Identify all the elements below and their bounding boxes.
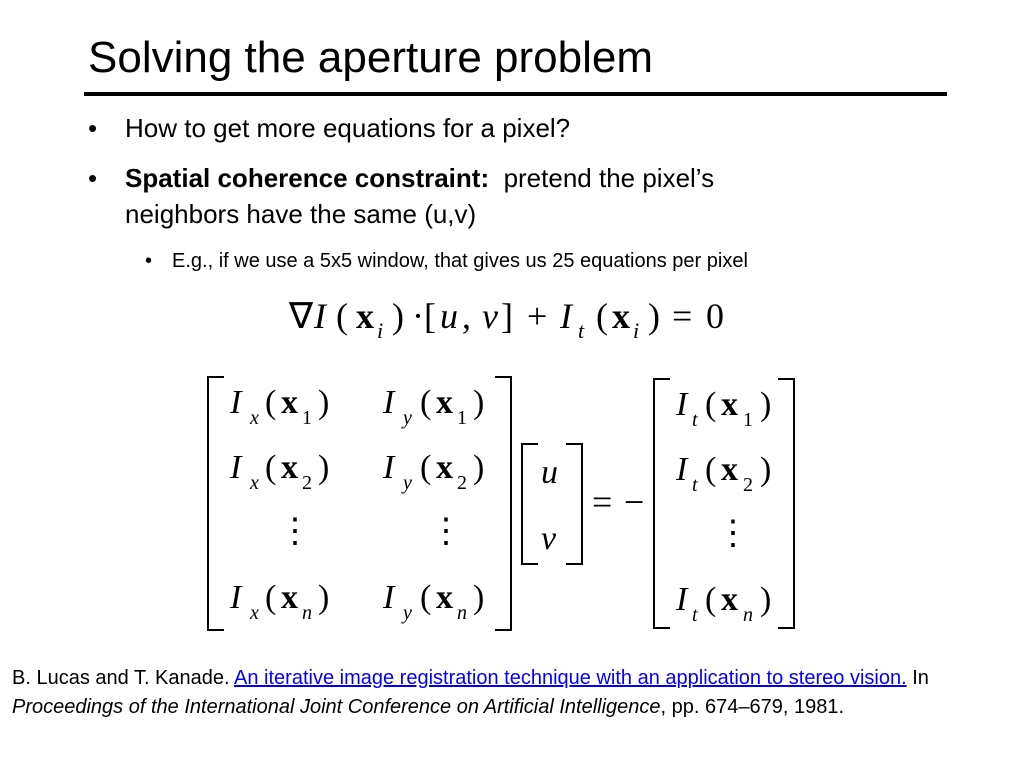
it-r2-rp: )	[760, 451, 772, 488]
it-r1-rp: )	[760, 386, 772, 423]
matrix-equals: =	[592, 482, 613, 522]
eq1-rbracket: ]	[501, 296, 513, 336]
m-rnc2-I: I	[383, 579, 395, 616]
it-rn-idx: n	[743, 604, 753, 626]
it-rn-x: x	[721, 581, 738, 618]
it-r2-sub: t	[692, 474, 698, 496]
m-r2c2-idx: 2	[457, 472, 467, 494]
eq1-u: u	[440, 296, 458, 336]
citation-authors: B. Lucas and T. Kanade.	[12, 667, 230, 689]
m-rnc2-sub: y	[403, 602, 412, 624]
it-rn-rp: )	[760, 581, 772, 618]
m-r2c2-I: I	[383, 449, 395, 486]
citation-venue: Proceedings of the International Joint Conference on Artificial Intelligence	[12, 696, 661, 718]
m-r1c1-I: I	[230, 384, 242, 421]
m-rnc1-idx: n	[302, 602, 312, 624]
uv-vector	[522, 444, 582, 564]
m-rnc2-idx: n	[457, 602, 467, 624]
eq1-rparen2: )	[648, 296, 660, 336]
m-r2c1-I: I	[230, 449, 242, 486]
bullet-2-line2: neighbors have the same (u,v)	[125, 199, 477, 229]
m-r1c1-sub: x	[250, 407, 259, 429]
bullet-dot: •	[88, 113, 98, 143]
it-r2-lp: (	[705, 451, 717, 488]
eq1-It: I	[560, 296, 572, 336]
gradient-matrix	[208, 377, 511, 630]
m-r1c2-I: I	[383, 384, 395, 421]
it-vdots: ⋮	[716, 515, 750, 552]
it-rn-lp: (	[705, 581, 717, 618]
m-r2c2-sub: y	[403, 472, 412, 494]
citation-in: In	[912, 667, 929, 689]
m-r1c1-idx: 1	[302, 407, 312, 429]
slide-title: Solving the aperture problem	[88, 33, 653, 82]
m-r1c1-lp: (	[265, 384, 277, 421]
m-r2c1-idx: 2	[302, 472, 312, 494]
eq1-sub-t: t	[578, 318, 585, 343]
m-vdots-c2: ⋮	[429, 513, 463, 550]
citation-pages: , pp. 674–679, 1981.	[660, 696, 845, 718]
m-rnc1-lp: (	[265, 579, 277, 616]
eq1-sub-i: i	[377, 318, 384, 343]
m-rnc2-x: x	[436, 579, 453, 616]
bullet-2-bold: Spatial coherence constraint:	[125, 163, 490, 193]
m-rnc1-sub: x	[250, 602, 259, 624]
uv-u: u	[541, 454, 558, 491]
bullet-1-text: How to get more equations for a pixel?	[125, 113, 571, 143]
uv-v: v	[541, 520, 557, 557]
bullet-2-rest: pretend the pixel’s	[503, 163, 715, 193]
m-r1c2-rp: )	[473, 384, 485, 421]
m-rnc1-x: x	[281, 579, 298, 616]
m-r2c2-rp: )	[473, 449, 485, 486]
m-rnc1-rp: )	[318, 579, 330, 616]
eq1-equals: =	[672, 296, 693, 336]
eq1-I: I	[314, 296, 326, 336]
m-r2c1-sub: x	[250, 472, 259, 494]
m-vdots-c1: ⋮	[278, 513, 312, 550]
it-left-bracket	[654, 379, 670, 628]
m-r2c1-lp: (	[265, 449, 277, 486]
uv-right-bracket	[566, 444, 582, 564]
eq1-dot: ·	[412, 296, 424, 336]
eq1-lbracket: [	[424, 296, 436, 336]
m-r1c2-x: x	[436, 384, 453, 421]
it-r1-idx: 1	[743, 409, 753, 431]
m-r1c2-lp: (	[420, 384, 432, 421]
optical-flow-equation	[288, 296, 724, 343]
eq1-plus: +	[527, 296, 548, 336]
uv-left-bracket	[522, 444, 538, 564]
eq1-x2: x	[612, 296, 630, 336]
m-rnc1-I: I	[230, 579, 242, 616]
m-r1c2-idx: 1	[457, 407, 467, 429]
eq1-lparen2: (	[596, 296, 608, 336]
citation	[12, 664, 1012, 722]
it-r2-I: I	[676, 451, 688, 488]
m-rnc2-lp: (	[420, 579, 432, 616]
sub-bullet-1-text: E.g., if we use a 5x5 window, that gives us 25 equations per pixel	[172, 250, 748, 272]
it-rn-I: I	[676, 581, 688, 618]
m-r2c1-x: x	[281, 449, 298, 486]
it-r2-x: x	[721, 451, 738, 488]
matrix-left-bracket	[208, 377, 224, 630]
equals-minus	[592, 482, 644, 522]
m-r2c2-lp: (	[420, 449, 432, 486]
it-r1-sub: t	[692, 409, 698, 431]
it-right-bracket	[778, 379, 794, 628]
m-r1c1-rp: )	[318, 384, 330, 421]
eq1-comma: ,	[462, 296, 471, 336]
citation-paper-link[interactable]: An iterative image registration technique with an application to stereo vision.	[234, 667, 907, 689]
eq1-x: x	[356, 296, 374, 336]
bullet-dot: •	[145, 250, 153, 272]
eq1-v: v	[482, 296, 498, 336]
m-r2c2-x: x	[436, 449, 453, 486]
m-r1c1-x: x	[281, 384, 298, 421]
temporal-gradient-vector	[654, 379, 794, 628]
matrix-right-bracket	[495, 377, 511, 630]
m-rnc2-rp: )	[473, 579, 485, 616]
matrix-minus: −	[624, 482, 645, 522]
eq1-rparen: )	[392, 296, 404, 336]
it-r1-x: x	[721, 386, 738, 423]
it-r2-idx: 2	[743, 474, 753, 496]
bullet-dot: •	[88, 163, 98, 193]
eq1-lparen: (	[336, 296, 348, 336]
nabla-symbol: ∇	[289, 296, 314, 336]
it-r1-lp: (	[705, 386, 717, 423]
m-r1c2-sub: y	[403, 407, 412, 429]
it-r1-I: I	[676, 386, 688, 423]
eq1-sub-i2: i	[633, 318, 640, 343]
it-rn-sub: t	[692, 604, 698, 626]
m-r2c1-rp: )	[318, 449, 330, 486]
eq1-zero: 0	[706, 296, 724, 336]
